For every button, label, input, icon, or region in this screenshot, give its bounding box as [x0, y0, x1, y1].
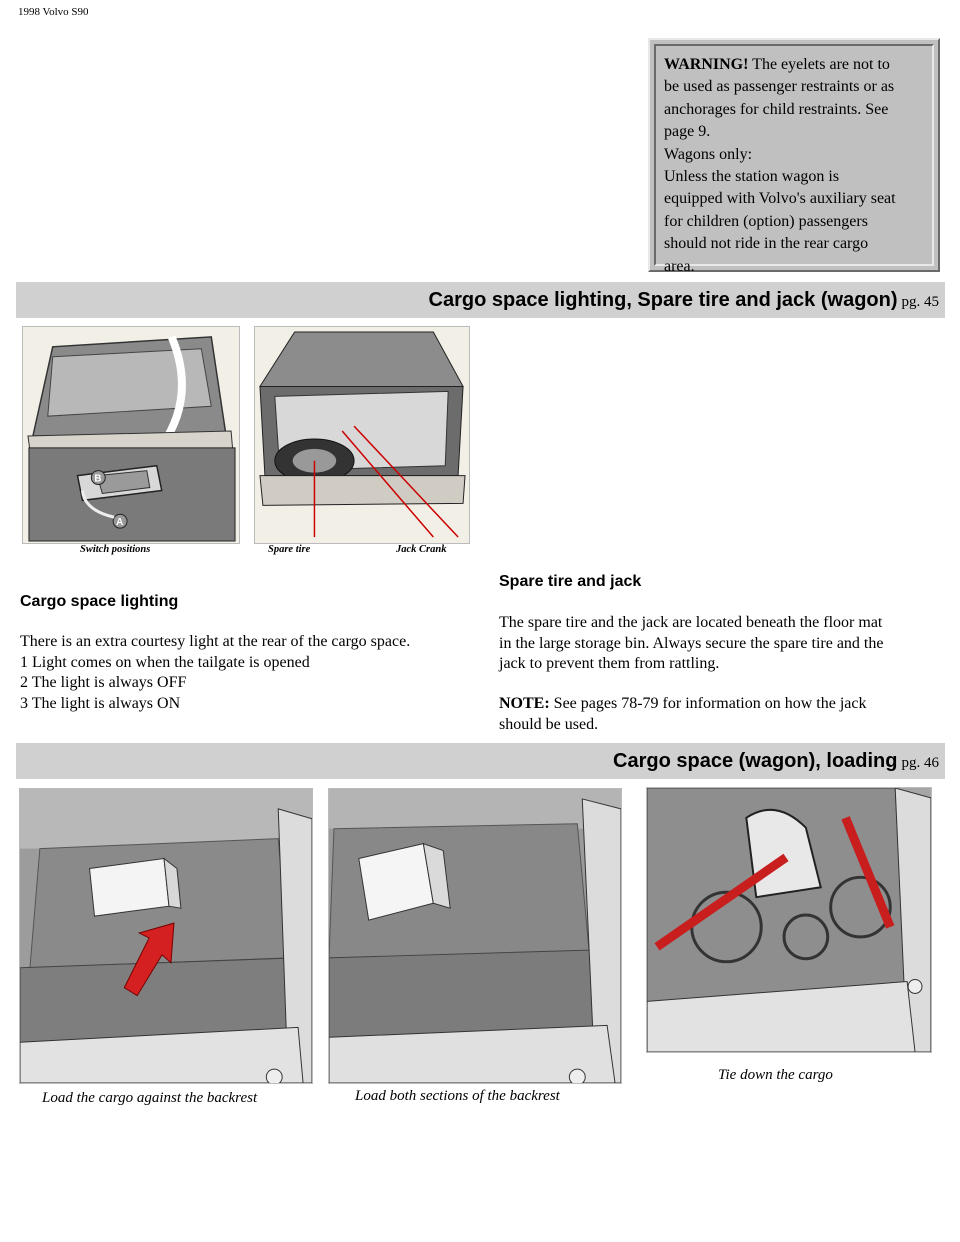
warning-text	[654, 44, 934, 275]
caption-load-both-sections: Load both sections of the backrest	[355, 1088, 560, 1104]
load-both-sections-illustration	[328, 788, 622, 1084]
jack-crank-caption: Jack Crank	[396, 544, 447, 555]
cargo-lighting-illustration	[22, 326, 240, 544]
text-line: 3 The light is always ON	[20, 694, 181, 712]
warning-line: area.	[664, 257, 695, 275]
caption-tie-down: Tie down the cargo	[718, 1067, 833, 1083]
text-line: in the large storage bin. Always secure the spare tire and the	[499, 634, 884, 652]
cargo-lighting-text	[20, 632, 470, 714]
switch-positions-caption: Switch positions	[80, 544, 151, 555]
section-header-pg45	[16, 282, 945, 318]
section-title: Cargo space lighting, Spare tire and jack (wagon)	[428, 289, 898, 311]
text-line: There is an extra courtesy light at the rear of the cargo space.	[20, 633, 411, 650]
document-title: 1998 Volvo S90	[18, 6, 89, 18]
text-line: should be used.	[499, 715, 599, 733]
caption-load-backrest: Load the cargo against the backrest	[42, 1090, 258, 1106]
text-line: jack to prevent them from rattling.	[499, 655, 720, 672]
section-header-pg46	[16, 743, 945, 779]
spare-tire-heading: Spare tire and jack	[499, 573, 642, 590]
cargo-lighting-drawing	[23, 327, 239, 543]
warning-line: The eyelets are not to	[748, 56, 890, 73]
warning-label: WARNING!	[664, 56, 749, 73]
warning-line: should not ride in the rear cargo	[664, 235, 869, 253]
label-a: A	[116, 517, 124, 529]
spare-tire-caption: Spare tire	[268, 544, 311, 555]
tie-down-illustration	[646, 787, 932, 1053]
warning-line: be used as passenger restraints or as	[664, 78, 895, 96]
text-line: 1 Light comes on when the tailgate is opened	[20, 653, 310, 671]
tie-down-drawing	[647, 788, 931, 1052]
spare-tire-illustration	[254, 326, 470, 544]
warning-line: anchorages for child restraints. See	[664, 100, 889, 118]
warning-line: for children (option) passengers	[664, 212, 868, 230]
spare-tire-text	[499, 613, 939, 675]
text-line: 2 The light is always OFF	[20, 674, 187, 691]
warning-box	[648, 38, 940, 275]
section-title: Cargo space (wagon), loading	[613, 750, 898, 772]
text-line: The spare tire and the jack are located beneath the floor mat	[499, 614, 883, 631]
load-backrest-drawing	[20, 789, 312, 1083]
warning-line: Wagons only:	[664, 145, 753, 163]
page-number: pg. 45	[901, 294, 939, 310]
warning-line: equipped with Volvo's auxiliary seat	[664, 190, 896, 208]
load-both-sections-drawing	[329, 789, 621, 1083]
spare-tire-drawing	[255, 327, 469, 543]
load-backrest-illustration	[19, 788, 313, 1084]
note-label: NOTE:	[499, 695, 550, 712]
cargo-lighting-heading: Cargo space lighting	[20, 593, 179, 610]
warning-line: Unless the station wagon is	[664, 168, 840, 186]
page-number: pg. 46	[901, 755, 939, 771]
text-line: See pages 78-79 for information on how the jack	[549, 695, 867, 712]
warning-line: page 9.	[664, 123, 711, 141]
label-b: B	[94, 473, 102, 485]
note-text	[499, 694, 939, 735]
